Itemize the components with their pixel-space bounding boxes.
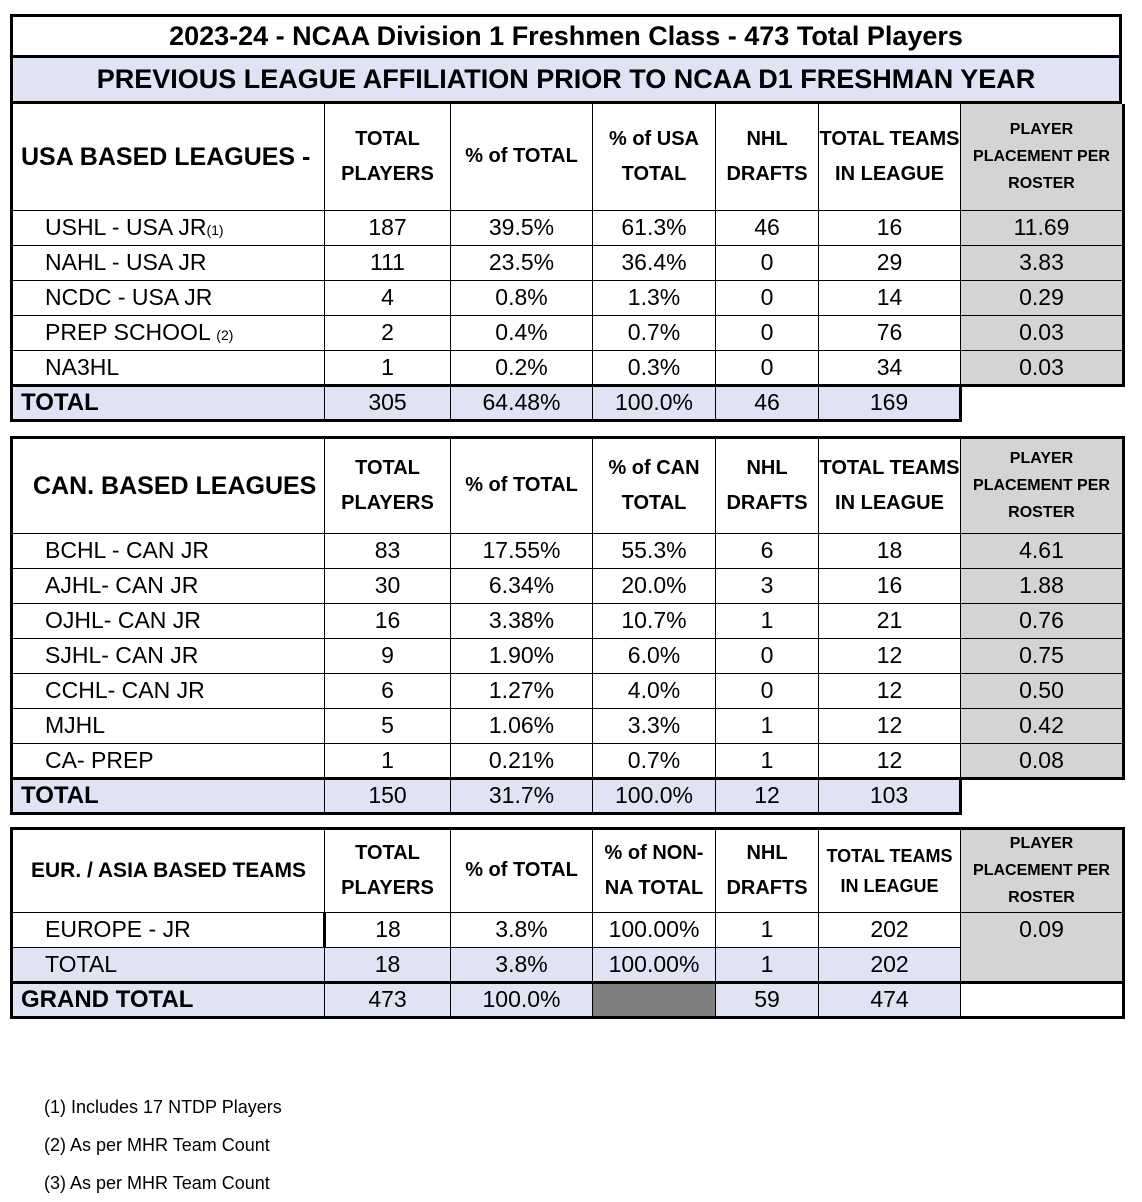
col-total-players: TOTAL PLAYERS xyxy=(325,828,451,912)
pct-total-cell: 64.48% xyxy=(451,385,593,420)
drafts-cell: 1 xyxy=(716,743,819,778)
table-row xyxy=(12,743,1124,778)
pct-total-cell: 0.2% xyxy=(451,350,593,385)
players-cell: 473 xyxy=(325,982,451,1017)
drafts-cell: 6 xyxy=(716,533,819,568)
table-row xyxy=(12,315,1124,350)
players-cell: 111 xyxy=(325,245,451,280)
players-cell: 18 xyxy=(325,947,451,982)
col-total-players: TOTAL PLAYERS xyxy=(325,104,451,210)
total-label: TOTAL xyxy=(12,385,325,420)
table-row xyxy=(12,245,1124,280)
page-subtitle: PREVIOUS LEAGUE AFFILIATION PRIOR TO NCAA D1 FRESHMAN YEAR xyxy=(10,58,1122,104)
col-player-placement: PLAYER PLACEMENT PER ROSTER xyxy=(961,437,1124,533)
footnote: (2) As per MHR Team Count xyxy=(44,1135,270,1155)
footnote: (1) Includes 17 NTDP Players xyxy=(44,1097,282,1117)
league-name: USHL - USA JR(1) xyxy=(12,210,325,245)
teams-cell: 169 xyxy=(819,385,961,420)
footnote: (3) As per MHR Team Count xyxy=(44,1173,270,1193)
table-row xyxy=(12,350,1124,385)
teams-cell: 103 xyxy=(819,778,961,813)
league-name: NCDC - USA JR xyxy=(12,280,325,315)
stats-sheet xyxy=(10,14,1122,1019)
pct-total-cell: 1.27% xyxy=(451,673,593,708)
drafts-cell: 46 xyxy=(716,385,819,420)
col-nhl-drafts: NHL DRAFTS xyxy=(716,104,819,210)
can-total-row xyxy=(12,778,1124,813)
col-pct-total: % of TOTAL xyxy=(451,828,593,912)
table-row xyxy=(12,533,1124,568)
league-name: AJHL- CAN JR xyxy=(12,568,325,603)
players-cell: 83 xyxy=(325,533,451,568)
pct-sub-cell: 0.3% xyxy=(593,350,716,385)
ppr-cell: 0.75 xyxy=(961,638,1124,673)
players-cell: 5 xyxy=(325,708,451,743)
pct-total-cell: 0.4% xyxy=(451,315,593,350)
pct-total-cell: 39.5% xyxy=(451,210,593,245)
pct-total-cell: 3.8% xyxy=(451,947,593,982)
eur-leagues-table xyxy=(10,827,1125,1019)
ppr-cell: 0.50 xyxy=(961,673,1124,708)
eur-section-label: EUR. / ASIA BASED TEAMS xyxy=(12,828,325,912)
league-name: CCHL- CAN JR xyxy=(12,673,325,708)
teams-cell: 12 xyxy=(819,673,961,708)
table-row xyxy=(12,673,1124,708)
table-row xyxy=(12,603,1124,638)
pct-sub-cell: 61.3% xyxy=(593,210,716,245)
drafts-cell: 0 xyxy=(716,673,819,708)
can-leagues-table xyxy=(10,436,1125,815)
drafts-cell: 0 xyxy=(716,350,819,385)
col-pct-non-na-total: % of NON-NA TOTAL xyxy=(593,828,716,912)
pct-total-cell: 17.55% xyxy=(451,533,593,568)
players-cell: 1 xyxy=(325,350,451,385)
blank-cell xyxy=(961,385,1124,420)
players-cell: 4 xyxy=(325,280,451,315)
ppr-cell: 0.76 xyxy=(961,603,1124,638)
drafts-cell: 1 xyxy=(716,603,819,638)
league-name: NAHL - USA JR xyxy=(12,245,325,280)
league-name: EUROPE - JR xyxy=(12,912,325,947)
table-row xyxy=(12,708,1124,743)
drafts-cell: 3 xyxy=(716,568,819,603)
drafts-cell: 0 xyxy=(716,315,819,350)
teams-cell: 202 xyxy=(819,947,961,982)
footnotes xyxy=(44,1088,282,1202)
drafts-cell: 0 xyxy=(716,245,819,280)
pct-sub-cell: 55.3% xyxy=(593,533,716,568)
teams-cell: 474 xyxy=(819,982,961,1017)
teams-cell: 18 xyxy=(819,533,961,568)
pct-sub-cell: 6.0% xyxy=(593,638,716,673)
players-cell: 305 xyxy=(325,385,451,420)
total-label: TOTAL xyxy=(12,778,325,813)
pct-sub-cell: 0.7% xyxy=(593,743,716,778)
table-row xyxy=(12,210,1124,245)
pct-sub-cell: 100.00% xyxy=(593,947,716,982)
pct-total-cell: 23.5% xyxy=(451,245,593,280)
players-cell: 1 xyxy=(325,743,451,778)
ppr-cell: 0.08 xyxy=(961,743,1124,778)
pct-total-cell: 0.21% xyxy=(451,743,593,778)
col-pct-total: % of TOTAL xyxy=(451,104,593,210)
players-cell: 2 xyxy=(325,315,451,350)
blank-cell xyxy=(961,982,1124,1017)
teams-cell: 202 xyxy=(819,912,961,947)
ppr-cell: 3.83 xyxy=(961,245,1124,280)
teams-cell: 12 xyxy=(819,743,961,778)
drafts-cell: 0 xyxy=(716,638,819,673)
ppr-cell: 0.03 xyxy=(961,315,1124,350)
pct-total-cell: 1.06% xyxy=(451,708,593,743)
ppr-cell: 0.29 xyxy=(961,280,1124,315)
players-cell: 16 xyxy=(325,603,451,638)
table-row xyxy=(12,912,1124,947)
col-player-placement: PLAYER PLACEMENT PER ROSTER xyxy=(961,828,1124,912)
pct-total-cell: 6.34% xyxy=(451,568,593,603)
teams-cell: 12 xyxy=(819,638,961,673)
drafts-cell: 0 xyxy=(716,280,819,315)
league-name: CA- PREP xyxy=(12,743,325,778)
grand-total-row xyxy=(12,982,1124,1017)
drafts-cell: 1 xyxy=(716,708,819,743)
teams-cell: 16 xyxy=(819,210,961,245)
pct-sub-cell: 10.7% xyxy=(593,603,716,638)
players-cell: 187 xyxy=(325,210,451,245)
pct-sub-cell: 100.00% xyxy=(593,912,716,947)
col-pct-usa-total: % of USA TOTAL xyxy=(593,104,716,210)
pct-total-cell: 1.90% xyxy=(451,638,593,673)
pct-sub-cell: 0.7% xyxy=(593,315,716,350)
empty-cell xyxy=(593,982,716,1017)
teams-cell: 76 xyxy=(819,315,961,350)
teams-cell: 29 xyxy=(819,245,961,280)
ppr-cell xyxy=(961,947,1124,982)
blank-cell xyxy=(961,778,1124,813)
usa-total-row xyxy=(12,385,1124,420)
col-pct-can-total: % of CAN TOTAL xyxy=(593,437,716,533)
usa-leagues-table xyxy=(10,104,1125,422)
teams-cell: 14 xyxy=(819,280,961,315)
pct-total-cell: 0.8% xyxy=(451,280,593,315)
players-cell: 6 xyxy=(325,673,451,708)
ppr-cell: 11.69 xyxy=(961,210,1124,245)
ppr-cell: 1.88 xyxy=(961,568,1124,603)
col-total-teams: TOTAL TEAMS IN LEAGUE xyxy=(819,828,961,912)
ppr-cell: 0.42 xyxy=(961,708,1124,743)
drafts-cell: 59 xyxy=(716,982,819,1017)
players-cell: 18 xyxy=(325,912,451,947)
col-total-teams: TOTAL TEAMS IN LEAGUE xyxy=(819,437,961,533)
usa-header-row xyxy=(12,104,1124,210)
total-label: TOTAL xyxy=(12,947,325,982)
eur-header-row xyxy=(12,828,1124,912)
teams-cell: 21 xyxy=(819,603,961,638)
teams-cell: 16 xyxy=(819,568,961,603)
teams-cell: 12 xyxy=(819,708,961,743)
pct-total-cell: 3.38% xyxy=(451,603,593,638)
col-nhl-drafts: NHL DRAFTS xyxy=(716,437,819,533)
teams-cell: 34 xyxy=(819,350,961,385)
ppr-cell: 0.03 xyxy=(961,350,1124,385)
table-row xyxy=(12,638,1124,673)
league-name: OJHL- CAN JR xyxy=(12,603,325,638)
league-name: NA3HL xyxy=(12,350,325,385)
drafts-cell: 12 xyxy=(716,778,819,813)
players-cell: 9 xyxy=(325,638,451,673)
pct-sub-cell: 1.3% xyxy=(593,280,716,315)
players-cell: 150 xyxy=(325,778,451,813)
grand-total-label: GRAND TOTAL xyxy=(12,982,325,1017)
pct-total-cell: 3.8% xyxy=(451,912,593,947)
drafts-cell: 46 xyxy=(716,210,819,245)
can-section-label: CAN. BASED LEAGUES xyxy=(12,437,325,533)
pct-sub-cell: 100.0% xyxy=(593,385,716,420)
table-row xyxy=(12,280,1124,315)
drafts-cell: 1 xyxy=(716,947,819,982)
league-name: MJHL xyxy=(12,708,325,743)
drafts-cell: 1 xyxy=(716,912,819,947)
page-title: 2023-24 - NCAA Division 1 Freshmen Class - 473 Total Players xyxy=(10,14,1122,58)
players-cell: 30 xyxy=(325,568,451,603)
can-header-row xyxy=(12,437,1124,533)
table-row xyxy=(12,568,1124,603)
eur-total-row xyxy=(12,947,1124,982)
pct-sub-cell: 3.3% xyxy=(593,708,716,743)
col-nhl-drafts: NHL DRAFTS xyxy=(716,828,819,912)
league-name: PREP SCHOOL (2) xyxy=(12,315,325,350)
pct-total-cell: 31.7% xyxy=(451,778,593,813)
ppr-cell: 0.09 xyxy=(961,912,1124,947)
league-name: SJHL- CAN JR xyxy=(12,638,325,673)
col-total-teams: TOTAL TEAMS IN LEAGUE xyxy=(819,104,961,210)
col-total-players: TOTAL PLAYERS xyxy=(325,437,451,533)
pct-sub-cell: 100.0% xyxy=(593,778,716,813)
col-pct-total: % of TOTAL xyxy=(451,437,593,533)
league-name: BCHL - CAN JR xyxy=(12,533,325,568)
pct-sub-cell: 36.4% xyxy=(593,245,716,280)
pct-sub-cell: 4.0% xyxy=(593,673,716,708)
col-player-placement: PLAYER PLACEMENT PER ROSTER xyxy=(961,104,1124,210)
ppr-cell: 4.61 xyxy=(961,533,1124,568)
pct-sub-cell: 20.0% xyxy=(593,568,716,603)
usa-section-label: USA BASED LEAGUES - xyxy=(12,104,325,210)
pct-total-cell: 100.0% xyxy=(451,982,593,1017)
